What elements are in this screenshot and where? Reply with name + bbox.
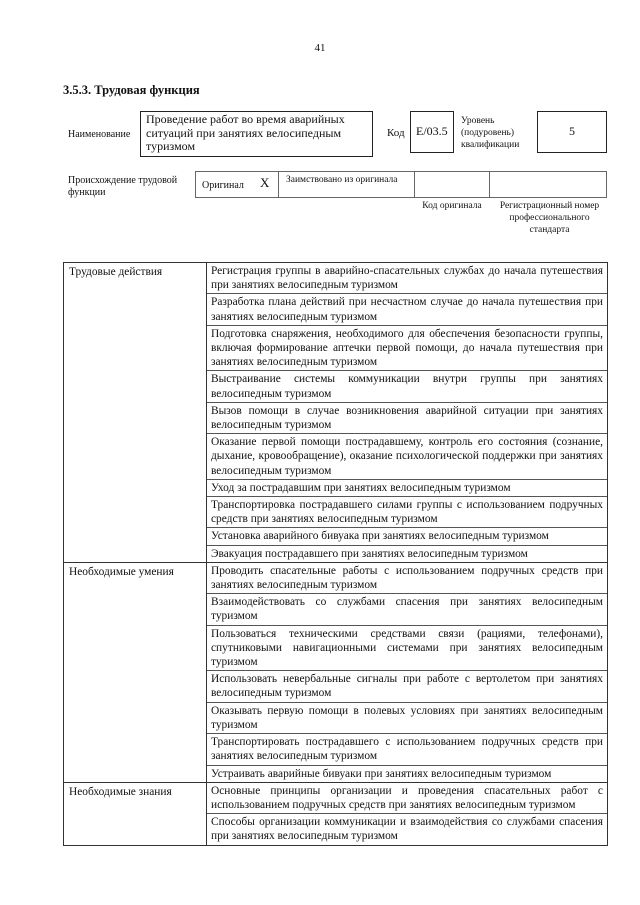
code-box — [410, 111, 454, 153]
origin-divider-1 — [278, 171, 279, 198]
list-item: Установка аварийного бивуака при занятиях велосипедным туризмом — [207, 528, 607, 545]
list-item: Выстраивание системы коммуникации внутри группы при занятиях велосипедным туризмом — [207, 371, 607, 402]
category-cell: Необходимые знания — [64, 782, 207, 845]
page-number: 41 — [314, 42, 326, 54]
category-cell: Необходимые умения — [64, 562, 207, 782]
table-row — [64, 562, 608, 782]
list-item: Оказывать первую помощи в полевых условиях при занятиях велосипедным туризмом — [207, 703, 607, 734]
reg-number-caption: Регистрационный номер профессионального стандарта — [499, 201, 600, 235]
origin-divider-2 — [414, 171, 415, 198]
function-table — [63, 262, 608, 846]
list-item: Транспортировать пострадавшего с использованием подручных средств при занятиях велосипедным туризмом — [207, 734, 607, 765]
code-value: E/03.5 — [416, 124, 448, 138]
items-cell — [207, 782, 608, 845]
list-item: Подготовка снаряжения, необходимого для обеспечения безопасности группы, включая формирование аптечки первой помощи, до начала путешествия при занятиях велосипедным туризмом — [207, 326, 607, 372]
list-item: Регистрация группы в аварийно-спасательных службах до начала путешествия при занятиях велосипедным туризмом — [207, 263, 607, 294]
list-item: Основные принципы организации и проведения спасательных работ с использованием подручных средств при занятиях велосипедным туризмом — [207, 783, 607, 814]
name-label: Наименование — [68, 129, 131, 140]
code-label: Код — [387, 127, 405, 139]
origin-label: Происхождение трудовой функции — [68, 175, 178, 198]
list-item: Использовать невербальные сигналы при работе с вертолетом при занятиях велосипедным туризмом — [207, 671, 607, 702]
borrowed-label: Заимствовано из оригинала — [286, 175, 398, 185]
level-value: 5 — [569, 124, 575, 138]
category-cell: Трудовые действия — [64, 263, 207, 563]
code-original-caption: Код оригинала — [422, 201, 482, 211]
list-item: Взаимодействовать со службами спасения при занятиях велосипедным туризмом — [207, 594, 607, 625]
list-item: Проводить спасательные работы с использованием подручных средств при занятиях велосипедным туризмом — [207, 563, 607, 594]
list-item: Оказание первой помощи пострадавшему, контроль его состояния (сознание, дыхание, кровообращение), оказание психологической поддержки при занятиях велосипедным туризмом — [207, 434, 607, 480]
original-label: Оригинал — [202, 180, 244, 191]
list-item: Разработка плана действий при несчастном случае до начала путешествия при занятиях велосипедным туризмом — [207, 294, 607, 325]
original-mark: X — [260, 175, 270, 190]
function-name-box — [140, 111, 373, 157]
list-item: Устраивать аварийные бивуаки при занятиях велосипедным туризмом — [211, 767, 552, 780]
table-row — [64, 263, 608, 563]
list-item: Пользоваться техническими средствами связи (рациями, телефонами), спутниковыми навигационными системами при занятиях велосипедным туризмом — [207, 626, 607, 672]
origin-divider-3 — [489, 171, 490, 198]
table-row — [64, 782, 608, 845]
function-name: Проведение работ во время аварийных ситуаций при занятиях велосипедным туризмом — [146, 112, 345, 153]
items-cell — [207, 562, 608, 782]
list-item: Вызов помощи в случае возникновения аварийной ситуации при занятиях велосипедным туризмом — [207, 403, 607, 434]
level-label: Уровень (подуровень) квалификации — [461, 116, 520, 150]
level-box — [537, 111, 607, 153]
list-item: Транспортировка пострадавшего силами группы с использованием подручных средств при занятиях велосипедным туризмом — [207, 497, 607, 528]
list-item: Способы организации коммуникации и взаимодействия со службами спасения при занятиях велосипедным туризмом — [211, 816, 603, 843]
list-item: Эвакуация пострадавшего при занятиях велосипедным туризмом — [211, 547, 528, 560]
section-title: 3.5.3. Трудовая функция — [63, 83, 200, 97]
list-item: Уход за пострадавшим при занятиях велосипедным туризмом — [207, 480, 607, 497]
items-cell — [207, 263, 608, 563]
